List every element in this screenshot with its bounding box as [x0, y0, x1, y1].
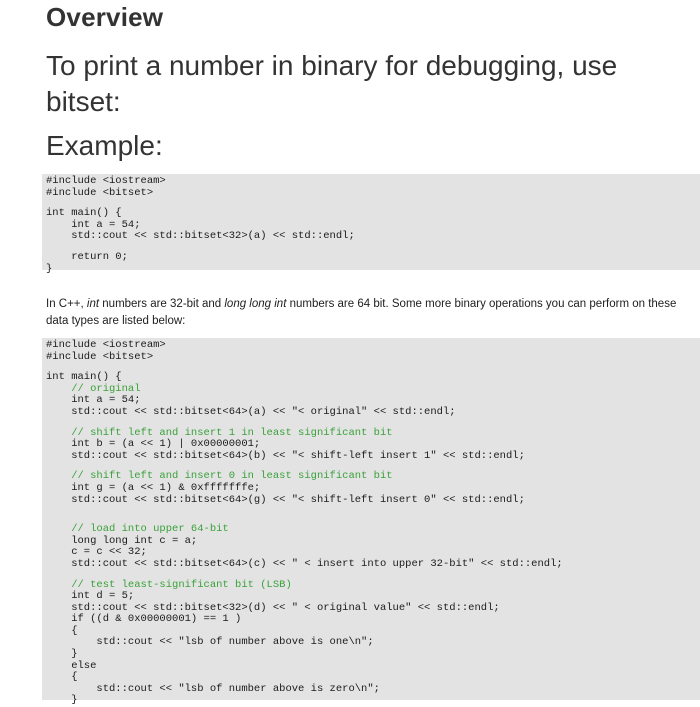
code-line: int d = 5;	[46, 590, 135, 603]
code-comment-line: // shift left and insert 0 in least significant bit	[46, 470, 393, 483]
code-line: {	[46, 624, 78, 637]
para-text-1: In C++,	[46, 298, 87, 310]
code-line: int main() {	[46, 371, 122, 384]
section-heading: Overview	[46, 2, 164, 32]
code-line: return 0;	[46, 250, 128, 263]
code-line: else	[46, 659, 97, 672]
code-line: #include <bitset>	[46, 350, 154, 363]
code-line	[46, 506, 700, 515]
code-block-basic	[42, 174, 700, 275]
code-line: std::cout << "lsb of number above is zero\n";	[46, 682, 380, 695]
code-comment-line: // test least-significant bit (LSB)	[46, 578, 292, 591]
code-line	[46, 363, 700, 372]
code-comment-line: // original	[46, 382, 141, 395]
code-line: std::cout << std::bitset<64>(a) << "< original" << std::endl;	[46, 405, 456, 418]
para-type-long-long: long long int	[224, 298, 287, 310]
code-line: }	[46, 262, 53, 275]
code-line: int a = 54;	[46, 394, 141, 407]
code-comment-line: // shift left and insert 1 in least significant bit	[46, 426, 393, 439]
code-line: }	[46, 694, 78, 707]
para-text-3: numbers are 64 bit. Some more binary operations you can perform on these data types are listed below:	[46, 298, 677, 327]
code-line: std::cout << std::bitset<64>(c) << " < insert into upper 32-bit" << std::endl;	[46, 557, 563, 570]
code-line: #include <iostream>	[46, 339, 166, 351]
code-line: std::cout << std::bitset<32>(a) << std::endl;	[46, 230, 355, 243]
code-line: std::cout << "lsb of number above is one\n";	[46, 636, 374, 649]
code-line: std::cout << std::bitset<64>(g) << "< shift-left insert 0" << std::endl;	[46, 493, 525, 506]
code-line: int b = (a << 1) | 0x00000001;	[46, 438, 261, 451]
code-line: long long int c = a;	[46, 534, 198, 547]
code-line	[46, 199, 700, 208]
para-type-int: int	[86, 298, 100, 310]
code-line: if ((d & 0x00000001) == 1 )	[46, 613, 242, 626]
intro-text: To print a number in binary for debugging, use bitset:	[46, 50, 618, 117]
para-text-2: numbers are 32-bit and	[99, 298, 225, 310]
code-line: int g = (a << 1) & 0xfffffffe;	[46, 481, 261, 494]
code-line: int main() {	[46, 207, 122, 220]
code-line: {	[46, 671, 78, 684]
example-label: Example:	[46, 130, 163, 161]
code-comment-line: // load into upper 64-bit	[46, 523, 229, 536]
code-line: int a = 54;	[46, 218, 141, 231]
code-line: #include <iostream>	[46, 175, 166, 187]
code-line: c = c << 32;	[46, 546, 147, 559]
code-line	[46, 243, 700, 252]
code-line: }	[46, 648, 78, 661]
code-line: #include <bitset>	[46, 186, 154, 199]
description-paragraph	[46, 296, 700, 330]
code-line: std::cout << std::bitset<64>(b) << "< shift-left insert 1" << std::endl;	[46, 449, 525, 462]
code-line: std::cout << std::bitset<32>(d) << " < original value" << std::endl;	[46, 601, 500, 614]
code-block-operations	[42, 338, 700, 707]
